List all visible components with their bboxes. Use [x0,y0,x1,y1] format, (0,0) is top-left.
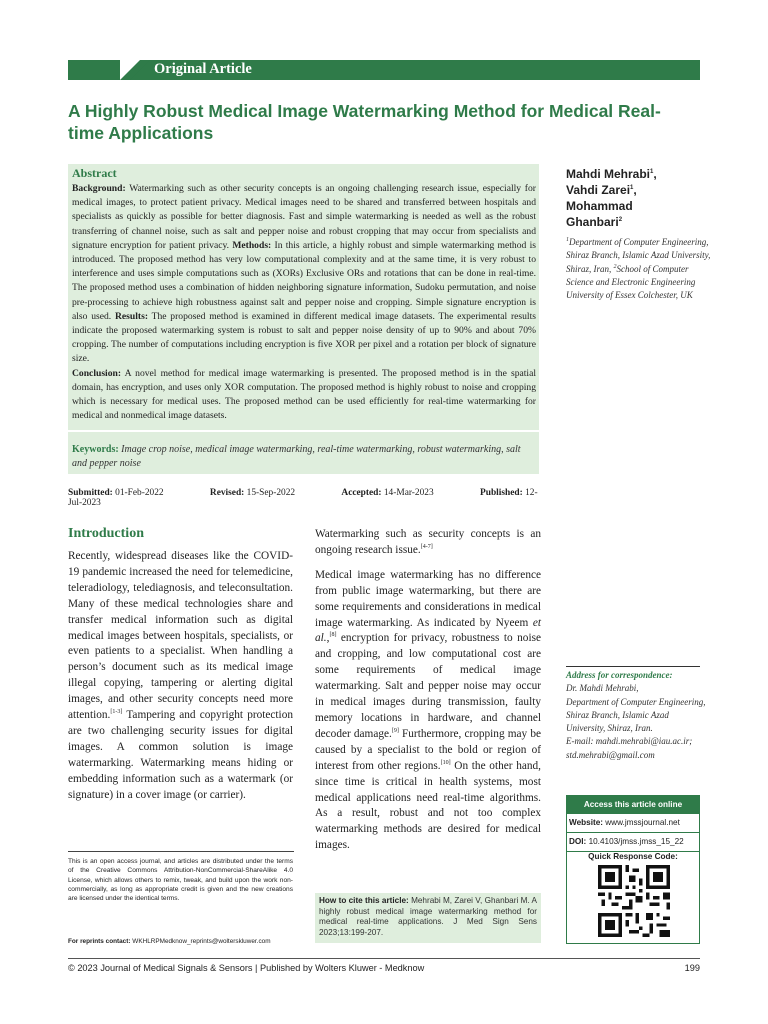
methods-label: Methods: [232,239,272,251]
affiliation-1: Department of Computer Engineering, Shiraz Branch, Islamic Azad University, Shiraz, Iran, [566,237,711,274]
author-list: Mahdi Mehrabi$^1$, Vahdi Zarei$^1$, Mohammad Ghanbari$^2$ [566,167,657,229]
results-label: Results: [114,310,149,322]
author-3-last: Ghanbari [566,215,619,229]
doi-label: DOI: [569,837,587,846]
intro-col2-etal: et al. [315,616,541,645]
website-link[interactable]: www.jmssjournal.net [605,818,680,827]
intro-col2-p1-text: Watermarking such as security concepts is an ongoing research issue. [315,528,541,556]
intro-col2-paragraph-1 [315,527,541,559]
correspondence-email[interactable]: E-mail: mahdi.mehrabi@iau.ac.ir; std.mehrabi@gmail.com [566,736,693,760]
reprints-label: For reprints contact: [68,938,131,945]
intro-col2-paragraph-2: Medical image watermarking has no difference from public image watermarking, but there are some requirements and considerations in medical image watermarking. As indicated by Nyeem et al.,[8] encryption for privacy, robustness to noise and cropping, and low computational cost are some requirements of medical image watermarking. Salt and pepper noise may occur in medical images during transmission, faulty memory locations in hardware, and channel decoder damage.[9] Furthermore, cropping may be caused by a specialist to the bold or region of interest from other regions.[10] On the other hand, since time is critical in health systems, most medical applications need real-time algorithms. As a result, robust and not too complex watermarking methods are desired for medical images. [315,568,542,852]
correspondence-rule [566,666,700,667]
doi-link[interactable]: 10.4103/jmss.jmss_15_22 [588,837,684,846]
accepted-label: Accepted: [341,488,382,498]
author-2: Vahdi Zarei [566,183,631,197]
correspondence-label: Address for correspondence: [566,670,673,680]
reprints-email[interactable]: WKHLRPMedknow_reprints@wolterskluwer.com [132,938,271,945]
intro-column-1 [68,549,293,804]
background-label: Background: [72,183,126,194]
page-number: 199 [684,963,700,973]
doi-row [567,833,699,852]
submitted-label: Submitted: [68,488,113,498]
abstract-box [68,164,539,474]
keywords [72,443,536,471]
conclusion-label: Conclusion: [72,367,122,379]
affiliation-2: School of Computer Science and Electronic Engineering University of Essex Colchester, UK [566,263,696,301]
access-heading: Access this article online [567,796,699,814]
published-label: Published: [480,488,523,498]
intro-column-2 [315,527,541,863]
abstract-heading: Abstract [72,166,117,180]
ref-1-3[interactable]: [1-3] [110,709,123,716]
author-1: Mahdi Mehrabi [566,167,651,181]
correspondence-affiliation: Department of Computer Engineering, Shiraz Branch, Islamic Azad University, Shiraz, Iran. [566,696,706,734]
affiliation-1-sup: 1 [566,237,569,243]
submitted-date: 01-Feb-2022 [115,488,164,498]
published-date: 12-Jul-2023 [68,488,538,508]
revised-label: Revised: [209,488,245,498]
conclusion-text: A novel method for medical image watermarking is presented. The proposed method is in the spatial domain, has encryption, and uses only XOR computation. The proposed method is highly robust to noise and cropping which is necessary for medical uses. The proposed method can be used efficiently for real-time watermarking for medical and nonmedical image datasets. [72,367,536,422]
website-label: Website: [569,818,603,827]
results-text: The proposed method is examined in different medical image datasets. The experimental results indicate the proposed watermarking system is robust to salt and pepper noise density of up to 90% and about 70% cropping. The number of computations including encryption is five XOR per pixel and a rotation per block of signature size. [72,310,536,365]
keywords-label: Keywords: [72,444,119,455]
website-row [567,814,699,833]
ref-8[interactable]: [8] [329,632,337,639]
ref-10[interactable]: [10] [440,759,451,766]
revised-date: 15-Sep-2022 [246,488,296,498]
intro-col2-p2-c: Furthermore, cropping may be caused by a specialist to the bold or region of interest from other regions. [315,727,542,772]
access-article-box [566,795,700,944]
intro-col2-p2-a: Medical image watermarking has no difference from public image watermarking, but there are some requirements and considerations in medical image watermarking. As indicated by Nyeem [315,568,541,629]
banner-notch-fill [130,60,150,80]
license-text: This is an open access journal, and articles are distributed under the terms of the Creative Commons Attribution-NonCommercial-ShareAlike 4.0 License, which allows others to remix, tweak, and build upon the work non-commercially, as long as appropriate credit is given and the new creations are licensed under the identical terms. [68,858,293,903]
qr-label: Quick Response Code: [588,852,678,861]
qr-code-icon[interactable] [598,865,670,937]
ref-9[interactable]: [9] [391,728,399,735]
correspondence-address [566,669,706,762]
article-type-label: Original Article [154,61,252,77]
author-3-sup: 2 [618,217,623,223]
footer-copyright: © 2023 Journal of Medical Signals & Sensors | Published by Wolters Kluwer - Medknow [68,963,425,973]
article-dates [68,488,538,508]
cite-label: How to cite this article: [319,896,409,905]
cite-body: Mehrabi M, Zarei V, Ghanbari M. A highly robust medical image watermarking method for medical real-time applications. J Med Sign Sens 2023;13:199-207. [319,896,537,937]
background-text: Watermarking such as other security concepts is an ongoing challenging research issue, especially for medical images, to protect patient privacy. Medical images need to be shared and transferred between hospitals and specialists as quickly as possible for better diagnosis. Fast and simple watermarking is needed as well as the robust transferring of channel noise, such as salt and pepper noise and robust cropping that may occur from specialists and signature encryption for patient privacy. [72,183,536,251]
article-title: A Highly Robust Medical Image Watermarking Method for Medical Real-time Applications [68,101,661,143]
footer-rule [68,958,700,959]
abstract-separator [68,430,539,432]
article-type-banner [68,60,700,80]
intro-col1-text-a: Recently, widespread diseases like the COVID-19 pandemic increased the need for telemedicine, teleradiology, telediagnosis, and teleconsultation. Many of these medical technologies share and transfer medical information such as digital medical images between hospitals, specialists, or even patients to a specialist. When handling a person’s document such as its medical image illegal copying, tampering or alerting digital images, and other security concepts need more attention. [68,550,293,722]
author-1-sup: 1 [650,169,654,175]
abstract-text [72,182,536,423]
methods-text: In this article, a highly robust and simple watermarking method is introduced. The proposed method has very low computational complexity and at the same time, it is very robust to interference and uses simple computations such as (XORs) Exclusive ORs and rotations that can be done in real-time. The proposed method uses a combination of hidden neighboring signature information, Sudoku permutation, and noise pre-processing to achieve high robustness against salt and pepper noise and cropping. Simple signature encryption is also used. [72,239,536,322]
intro-col2-p2-d: On the other hand, since time is critical in health systems, most medical applications need real-time algorithms. As a result, robust and not too complex watermarking methods are desired for medical images. [315,759,541,852]
intro-col2-p2-b: encryption for privacy, robustness to noise and cropping, and low computational cost are some requirements of medical image watermarking. Salt and pepper noise may occur in medical images during transmission, faulty memory locations in hardware, and channel decoder damage. [315,632,541,740]
affiliations [566,236,716,302]
intro-col1-text-b: Tampering and copyright protection are two challenging security issues for digital images. A common solution is image watermarking. Watermarking means hiding or embedding information such as a watermark (or signature) in a cover image (or carrier). [68,709,293,801]
correspondence-name: Dr. Mahdi Mehrabi, [566,683,639,694]
ref-4-7[interactable]: [4-7] [420,544,433,551]
keywords-text: Image crop noise, medical image watermarking, real-time watermarking, robust watermarking, salt and pepper noise [72,444,521,469]
reprints-contact [68,938,271,945]
introduction-heading: Introduction [68,526,144,541]
how-to-cite-box [315,893,541,943]
author-2-sup: 1 [630,185,634,191]
accepted-date: 14-Mar-2023 [383,488,434,498]
author-3-first: Mohammad [566,199,633,213]
cite-text [319,896,537,938]
footnote-rule [68,851,294,852]
affiliation-2-sup: 2 [613,263,617,270]
